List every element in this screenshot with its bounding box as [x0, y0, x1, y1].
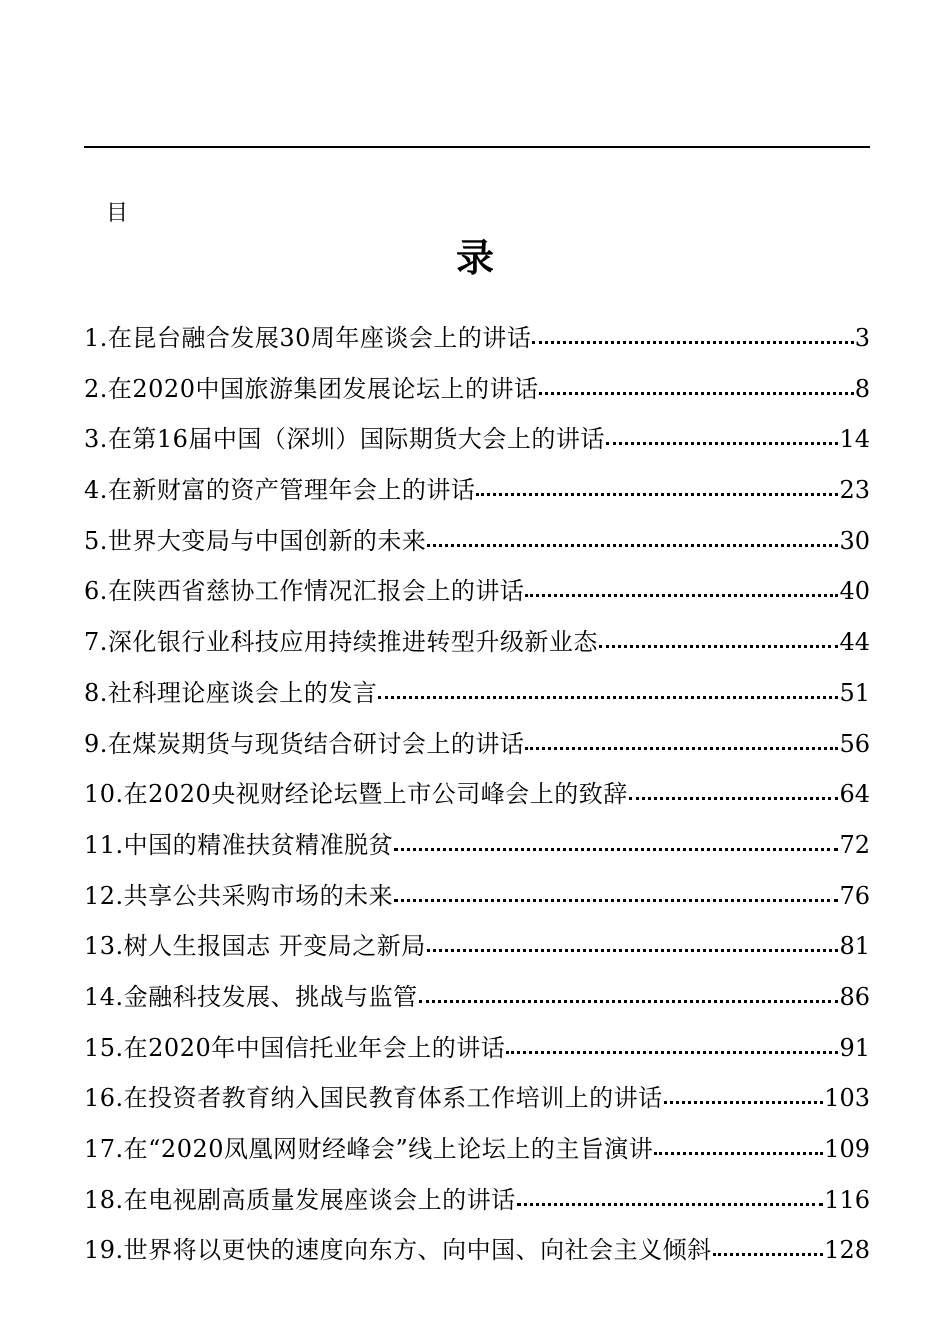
toc-entry-title: 1.在昆台融合发展30周年座谈会上的讲话 — [84, 324, 532, 352]
toc-entry[interactable] — [84, 369, 870, 420]
toc-entry-title: 13.树人生报国志 开变局之新局 — [84, 932, 426, 961]
toc-entry-page: 86 — [839, 982, 870, 1011]
toc-dot-leader — [532, 322, 853, 346]
toc-entry-page: 64 — [839, 780, 870, 809]
toc-dot-leader — [394, 829, 838, 853]
toc-entry-page: 8 — [854, 374, 870, 403]
toc-entry[interactable] — [84, 1078, 870, 1129]
toc-entry-title: 2.在2020中国旅游集团发展论坛上的讲话 — [84, 374, 539, 403]
header-rule — [84, 146, 870, 148]
toc-entry-title: 12.共享公共采购市场的未来 — [84, 881, 394, 910]
toc-entry[interactable] — [84, 673, 870, 724]
toc-entry-page: 23 — [839, 476, 870, 505]
toc-dot-leader — [394, 880, 838, 904]
toc-entry-title: 7.深化银行业科技应用持续推进转型升级新业态 — [84, 628, 598, 657]
toc-entry-title: 3.在第16届中国（深圳）国际期货大会上的讲话 — [84, 425, 605, 454]
table-of-contents — [84, 318, 870, 1281]
toc-entry[interactable] — [84, 926, 870, 977]
toc-entry-page: 109 — [824, 1135, 870, 1163]
toc-dot-leader — [664, 1082, 824, 1106]
toc-entry-title: 11.中国的精准扶贫精准脱贫 — [84, 830, 394, 859]
toc-entry-title: 10.在2020央视财经论坛暨上市公司峰会上的致辞 — [84, 780, 628, 809]
toc-entry-title: 8.社科理论座谈会上的发言 — [84, 678, 378, 707]
toc-dot-leader — [599, 626, 839, 650]
toc-entry-title: 19.世界将以更快的速度向东方、向中国、向社会主义倾斜 — [84, 1236, 712, 1265]
toc-entry-page: 128 — [824, 1236, 870, 1265]
toc-entry-page: 76 — [839, 881, 870, 910]
toc-entry[interactable] — [84, 977, 870, 1028]
toc-heading-second-char: 录 — [455, 235, 494, 280]
toc-dot-leader — [629, 778, 839, 802]
toc-dot-leader — [525, 575, 838, 599]
toc-entry-page: 14 — [839, 425, 870, 454]
toc-entry-page: 3 — [854, 324, 870, 352]
toc-entry[interactable] — [84, 571, 870, 622]
toc-entry-title: 5.世界大变局与中国创新的未来 — [84, 526, 427, 555]
toc-entry-page: 51 — [839, 678, 870, 707]
toc-entry[interactable] — [84, 521, 870, 572]
toc-dot-leader — [606, 423, 839, 447]
toc-entry-page: 44 — [839, 628, 870, 657]
toc-entry-page: 103 — [824, 1084, 870, 1113]
toc-entry[interactable] — [84, 1028, 870, 1079]
toc-dot-leader — [517, 1184, 824, 1208]
toc-dot-leader — [378, 677, 838, 701]
toc-entry[interactable] — [84, 470, 870, 521]
toc-entry-page: 81 — [839, 932, 870, 961]
toc-entry-page: 30 — [839, 526, 870, 555]
toc-entry[interactable] — [84, 724, 870, 775]
toc-dot-leader — [713, 1234, 824, 1258]
toc-entry[interactable] — [84, 1230, 870, 1281]
toc-entry-title: 17.在“2020凤凰网财经峰会”线上论坛上的主旨演讲 — [84, 1135, 654, 1163]
toc-entry-title: 14.金融科技发展、挑战与监管 — [84, 982, 418, 1011]
toc-dot-leader — [506, 1032, 838, 1056]
toc-entry[interactable] — [84, 1180, 870, 1231]
toc-entry[interactable] — [84, 622, 870, 673]
toc-dot-leader — [539, 373, 853, 397]
toc-entry-page: 72 — [839, 830, 870, 859]
toc-entry-page: 56 — [839, 729, 870, 758]
toc-dot-leader — [419, 981, 839, 1005]
toc-dot-leader — [427, 930, 839, 954]
toc-entry[interactable] — [84, 876, 870, 927]
toc-entry[interactable] — [84, 419, 870, 470]
toc-entry-title: 18.在电视剧高质量发展座谈会上的讲话 — [84, 1185, 516, 1214]
toc-dot-leader — [476, 474, 838, 498]
toc-entry-page: 40 — [839, 577, 870, 606]
toc-entry-title: 16.在投资者教育纳入国民教育体系工作培训上的讲话 — [84, 1084, 663, 1113]
toc-entry[interactable] — [84, 825, 870, 876]
toc-entry-title: 9.在煤炭期货与现货结合研讨会上的讲话 — [84, 729, 525, 758]
toc-entry-page: 116 — [824, 1185, 870, 1214]
toc-heading-first-char: 目 — [106, 201, 129, 226]
toc-entry-title: 15.在2020年中国信托业年会上的讲话 — [84, 1033, 506, 1062]
toc-entry-title: 6.在陕西省慈协工作情况汇报会上的讲话 — [84, 577, 525, 606]
toc-dot-leader — [654, 1133, 823, 1157]
toc-dot-leader — [427, 525, 838, 549]
toc-entry[interactable] — [84, 774, 870, 825]
toc-entry[interactable] — [84, 1129, 870, 1180]
toc-entry-title: 4.在新财富的资产管理年会上的讲话 — [84, 476, 476, 505]
toc-dot-leader — [525, 728, 838, 752]
toc-entry[interactable] — [84, 318, 870, 369]
toc-entry-page: 91 — [839, 1033, 870, 1062]
